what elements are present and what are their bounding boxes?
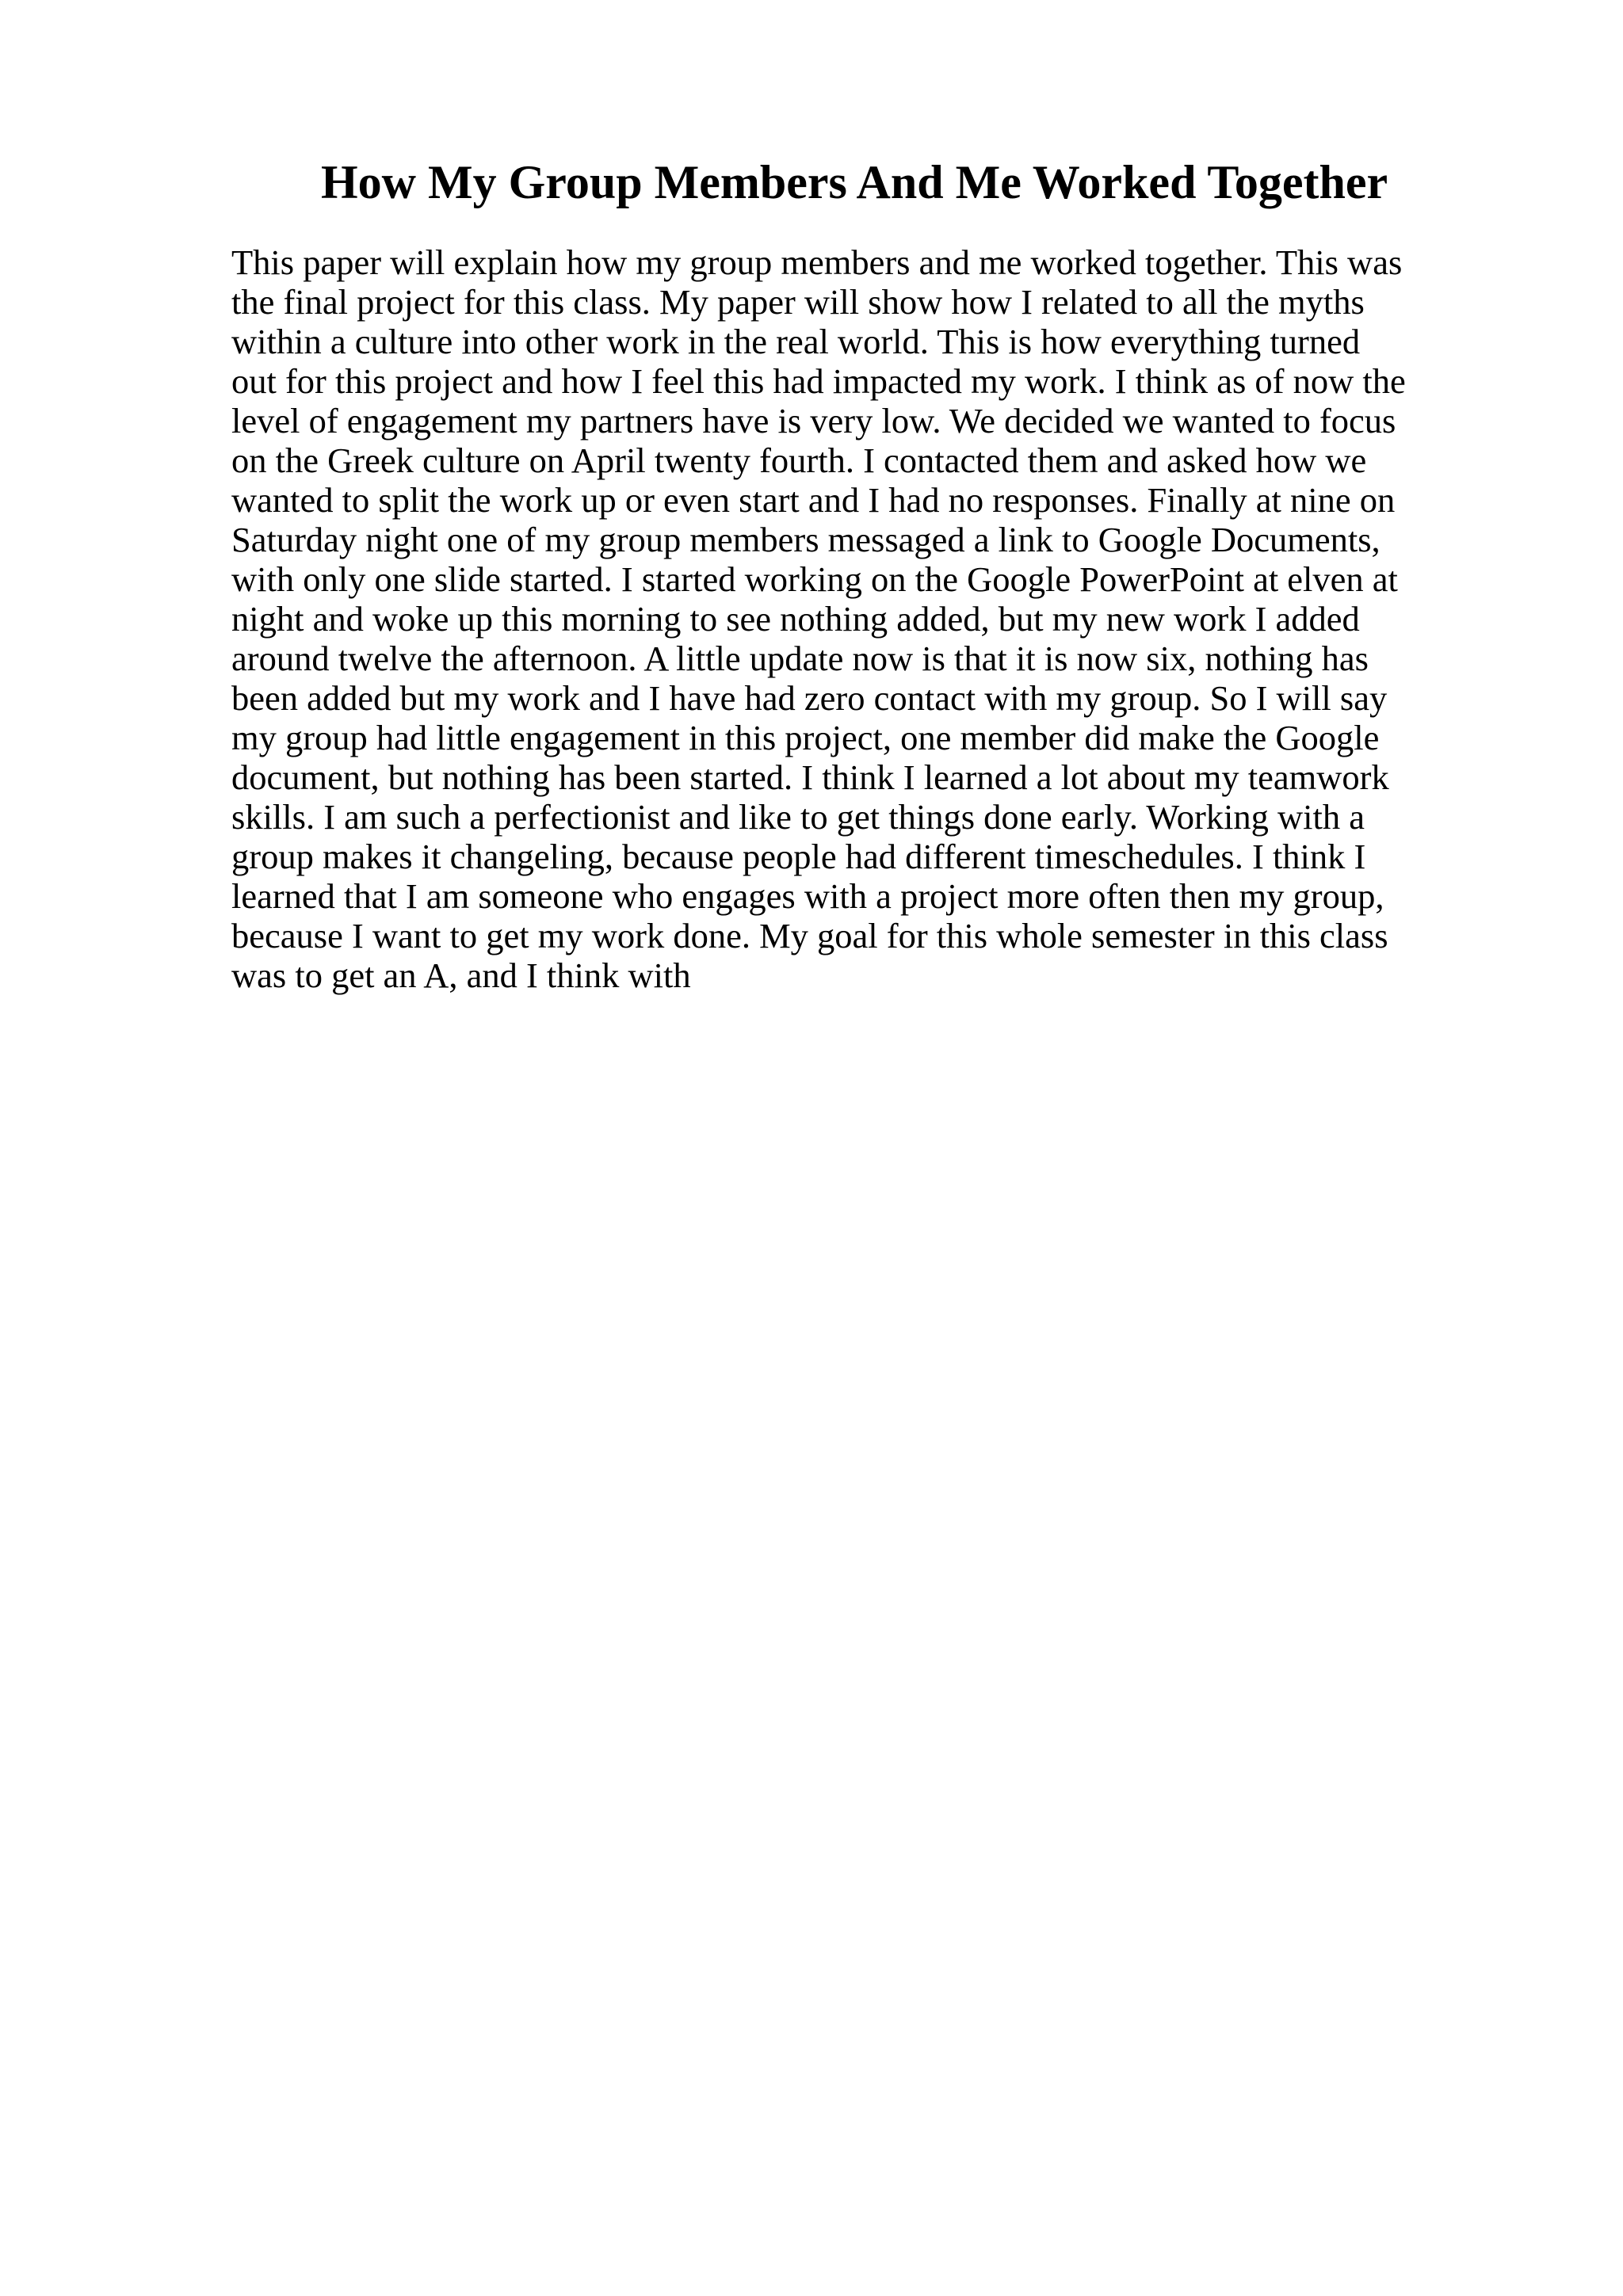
- body-line: document, but nothing has been started. I think I learned a lot about my teamwork: [231, 757, 1389, 797]
- body-line: was to get an A, and I think with: [231, 955, 691, 995]
- body-line: group makes it changeling, because people had different timeschedules. I think I: [231, 837, 1366, 876]
- body-line: with only one slide started. I started working on the Google PowerPoint at elven at: [231, 559, 1398, 599]
- body-line: because I want to get my work done. My goal for this whole semester in this class: [231, 916, 1388, 955]
- body-line: within a culture into other work in the real world. This is how everything turned: [231, 322, 1361, 361]
- document-title: How My Group Members And Me Worked Together: [321, 156, 1388, 208]
- body-line: the final project for this class. My paper will show how I related to all the myths: [231, 282, 1365, 322]
- body-line: night and woke up this morning to see nothing added, but my new work I added: [231, 599, 1360, 639]
- body-line: Saturday night one of my group members messaged a link to Google Documents,: [231, 520, 1381, 559]
- body-line: skills. I am such a perfectionist and like to get things done early. Working with a: [231, 797, 1365, 837]
- body-line: my group had little engagement in this project, one member did make the Google: [231, 718, 1380, 757]
- body-line: been added but my work and I have had zero contact with my group. So I will say: [231, 678, 1388, 718]
- body-line: out for this project and how I feel this had impacted my work. I think as of now the: [231, 361, 1406, 401]
- document-body: [231, 242, 1623, 995]
- body-line: wanted to split the work up or even start and I had no responses. Finally at nine on: [231, 480, 1396, 520]
- body-line: learned that I am someone who engages with a project more often then my group,: [231, 876, 1384, 916]
- body-line: on the Greek culture on April twenty fourth. I contacted them and asked how we: [231, 441, 1367, 480]
- body-line: around twelve the afternoon. A little update now is that it is now six, nothing has: [231, 639, 1369, 678]
- body-line: This paper will explain how my group members and me worked together. This was: [231, 242, 1403, 282]
- body-line: level of engagement my partners have is very low. We decided we wanted to focus: [231, 401, 1396, 441]
